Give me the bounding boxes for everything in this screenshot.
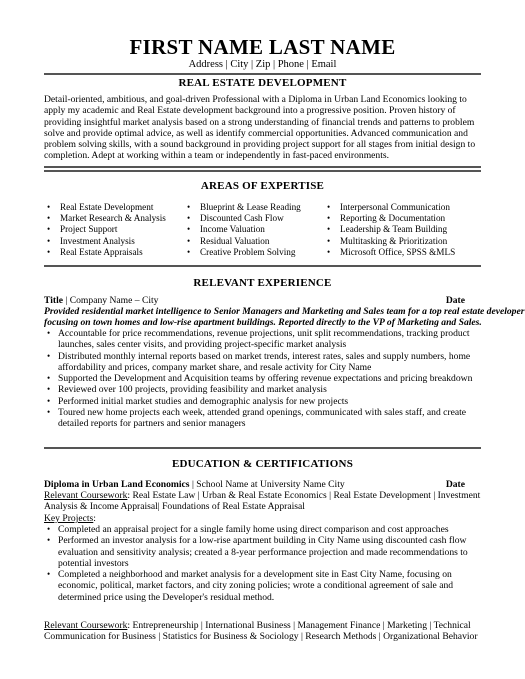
coursework-2-label: Relevant Coursework [44, 620, 128, 631]
coursework-2-block [44, 620, 481, 643]
degree-date: Date [445, 479, 465, 490]
project-item-line: • Performed an investor analysis for a low-rise apartment building in City Name using discounted cash flow [58, 535, 467, 547]
job-title: Title [44, 295, 64, 306]
summary-line: apply my academic and Real Estate development background into a progressive position. Proven history of [44, 105, 456, 117]
summary-line: completion. Adept at working within a team or independently in fast-paced environments. [44, 150, 390, 162]
coursework-2-line-1: : Entrepreneurship | International Business | Management Finance | Marketing | Technical [127, 620, 471, 631]
coursework-block [44, 490, 481, 513]
job-responsibilities [44, 328, 481, 430]
expertise-item: • Real Estate Appraisals [44, 247, 166, 258]
candidate-name: FIRST NAME LAST NAME [129, 35, 396, 59]
expertise-divider [44, 265, 481, 267]
summary-line: solve and provide optimal advice, as well as identify commercial opportunities. Advanced communication and [44, 127, 468, 139]
project-item-line: • Completed a neighborhood and market analysis for a development site in East City Name, focusing on [58, 569, 452, 581]
responsibility-item [44, 384, 481, 395]
summary-paragraph [44, 94, 481, 162]
responsibility-item [44, 328, 481, 351]
project-item-line: potential investors [58, 557, 129, 569]
expertise-item: • Real Estate Development [44, 202, 166, 213]
responsibility-item-line: • Toured new home projects each week, attended grand openings, communicated with sales staff, and create [58, 407, 467, 419]
expertise-column-2 [184, 202, 301, 258]
job-company: | Company Name – City [63, 295, 159, 306]
responsibility-item [44, 351, 481, 374]
project-item [44, 535, 481, 569]
responsibility-item-line: detailed reports for partners and senior managers [58, 418, 246, 430]
expertise-item: • Interpersonal Communication [324, 202, 455, 213]
degree-name: Diploma in Urban Land Economics [44, 479, 190, 490]
project-item-line: economic, political, market factors, and city zoning policies; wrote a conditional agreement of sale and [58, 580, 454, 592]
education-heading: EDUCATION & CERTIFICATIONS [171, 458, 354, 470]
key-projects-colon: : [93, 513, 96, 524]
responsibility-item-line: • Distributed monthly internal reports based on market trends, interest rates, sales and supply numbers, home [58, 350, 471, 362]
expertise-item: • Market Research & Analysis [44, 213, 166, 224]
header-divider [44, 73, 481, 75]
project-item [44, 569, 481, 603]
expertise-item: • Creative Problem Solving [184, 247, 301, 258]
expertise-item: • Blueprint & Lease Reading [184, 202, 301, 213]
expertise-heading: AREAS OF EXPERTISE [200, 180, 325, 192]
expertise-item: • Microsoft Office, SPSS &MLS [324, 247, 455, 258]
experience-divider [44, 447, 481, 449]
expertise-item: • Multitasking & Prioritization [324, 236, 455, 247]
responsibility-item [44, 373, 481, 384]
responsibility-item [44, 407, 481, 430]
key-projects-label: Key Projects [44, 513, 94, 524]
job-summary-line: Provided residential market intelligence to Senior Managers and Marketing and Sales team for a top real estate developer [44, 306, 525, 317]
job-summary [44, 306, 525, 329]
responsibility-item-line: launches, sales center visits, and providing project-specific market analysis [58, 339, 347, 351]
expertise-item: • Residual Valuation [184, 236, 301, 247]
summary-line: problem solving skills, with a sound background in providing project support for all stages from initial design to [44, 139, 476, 151]
coursework-line-2: Analysis & Income Appraisal| Foundations of Real Estate Appraisal [44, 501, 305, 513]
expertise-column-1 [44, 202, 166, 258]
expertise-item: • Discounted Cash Flow [184, 213, 301, 224]
project-item [44, 524, 481, 535]
project-item-line: determined price using the Developer's residual method. [58, 591, 275, 603]
expertise-item: • Investment Analysis [44, 236, 166, 247]
coursework-label: Relevant Coursework [44, 490, 128, 501]
project-item-line: evaluation and sensitivity analysis; created a 8-year performance projection and made recommendations to [58, 546, 468, 558]
expertise-item: • Reporting & Documentation [324, 213, 455, 224]
contact-line: Address | City | Zip | Phone | Email [188, 59, 337, 70]
summary-divider-2 [44, 170, 481, 172]
project-item-line: • Completed an appraisal project for a single family home using direct comparison and cost approaches [58, 524, 449, 535]
coursework-2-line-2: Communication for Business | Statistics for Business & Sociology | Research Methods | Organizational Behavior [44, 631, 478, 643]
expertise-column-3 [324, 202, 455, 258]
responsibility-item-line: • Reviewed over 100 projects, providing feasibility and market analysis [58, 384, 327, 396]
responsibility-item-line: • Performed initial market studies and demographic analysis for new projects [58, 395, 349, 407]
summary-divider [44, 166, 481, 168]
responsibility-item-line: • Accountable for price recommendations, revenue projections, unit split recommendations, tracking product [58, 328, 470, 339]
job-date: Date [445, 295, 465, 306]
responsibility-item [44, 396, 481, 407]
summary-line: providing insightful market analysis based on a strong understanding of financial trends and patterns to problem [44, 116, 475, 128]
school-name: | School Name at University Name City [189, 479, 345, 490]
expertise-item: • Leadership & Team Building [324, 224, 455, 235]
responsibility-item-line: affordability and prices, company market share, and resale activity for City Name [58, 361, 372, 373]
degree-line [44, 479, 481, 490]
coursework-line-1: : Real Estate Law | Urban & Real Estate Economics | Real Estate Development | Investment [127, 490, 481, 501]
expertise-item: • Project Support [44, 224, 166, 235]
summary-heading: REAL ESTATE DEVELOPMENT [178, 77, 347, 89]
expertise-item: • Income Valuation [184, 224, 301, 235]
key-projects-label-line [44, 513, 481, 524]
summary-line: Detail-oriented, ambitious, and goal-driven Professional with a Diploma in Urban Land Economics looking to [44, 94, 467, 105]
experience-heading: RELEVANT EXPERIENCE [193, 277, 332, 289]
key-projects-list [44, 524, 481, 603]
job-summary-line: focusing on town homes and low-rise apartment buildings. Reported directly to the VP of Marketing and Sales. [44, 317, 482, 329]
job-title-line [44, 295, 481, 306]
responsibility-item-line: • Supported the Development and Acquisition teams by offering revenue expectations and pricing breakdown [58, 373, 473, 385]
